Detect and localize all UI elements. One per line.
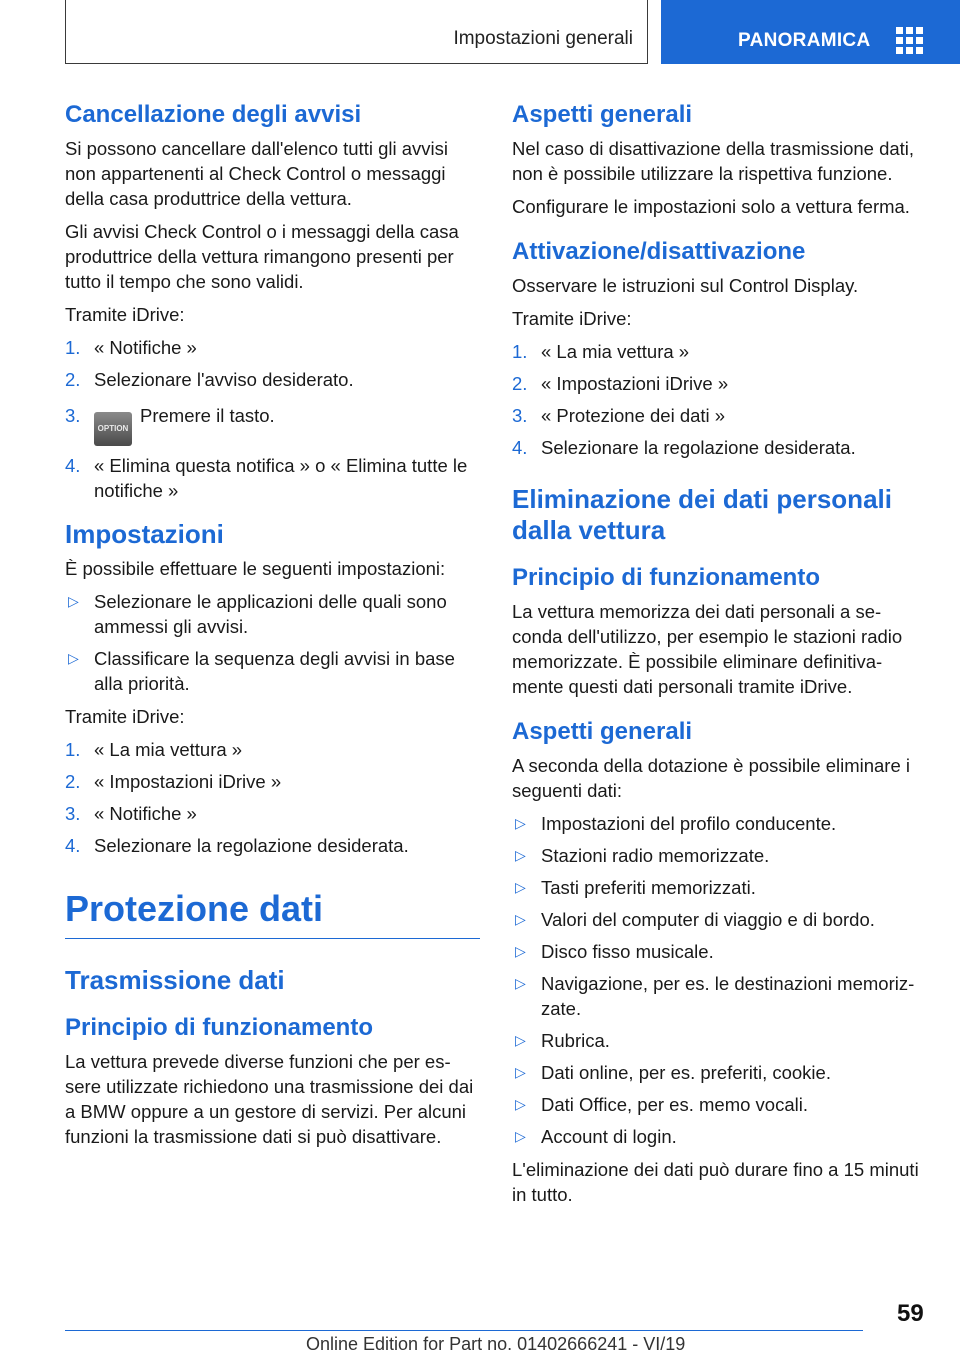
- heading-eliminazione: Eliminazione dei dati personali dalla vettura: [512, 484, 892, 545]
- paragraph: Si possono cancellare dall'elenco tutti gli avvisi non appartenenti al Check Control o messaggi della casa produttrice della vettura.: [65, 138, 448, 209]
- heading-attivazione: Attivazione/disattivazione: [512, 238, 806, 265]
- footer-divider: [65, 1330, 863, 1331]
- list-item: ▷ Account di login.: [515, 1126, 677, 1148]
- paragraph: La vettura prevede diverse funzioni che per essere utilizzate richiedono una trasmissione dei dai a BMW oppure a un gestore di servizi. Per alcuni funzioni la trasmissione dati si può disattivare.: [65, 1051, 474, 1148]
- list-item: ▷ Stazioni radio memorizzate.: [515, 845, 770, 867]
- heading-aspetti-generali: Aspetti generali: [512, 101, 693, 128]
- bullet-list-settings: [65, 589, 480, 696]
- list-item: 2. « Impostazioni iDrive »: [512, 373, 729, 394]
- list-item: 1. « La mia vettura »: [512, 341, 690, 362]
- grid-icon: [896, 27, 923, 54]
- triangle-bullet-icon: ▷: [515, 1096, 526, 1113]
- paragraph: Tramite iDrive:: [65, 705, 185, 727]
- triangle-bullet-icon: ▷: [515, 975, 526, 992]
- list-item: 4. « Elimina questa notifica » o « Elimina tutte le notifiche »: [65, 455, 468, 501]
- triangle-bullet-icon: ▷: [515, 911, 526, 928]
- paragraph: L'eliminazione dei dati può durare fino a 15 minuti in tutto.: [512, 1159, 919, 1206]
- list-item: ▷ Selezionare le applicazioni delle quali sono ammessi gli avvisi.: [68, 590, 447, 637]
- heading-principio: Principio di funzionamento: [65, 1014, 373, 1042]
- paragraph: È possibile effettuare le seguenti impostazioni:: [65, 557, 446, 579]
- steps-list-notifications: [65, 335, 480, 503]
- list-item: 4. Selezionare la regolazione desiderata.: [512, 437, 856, 458]
- list-item: ▷ Rubrica.: [515, 1030, 610, 1052]
- edition-note: Online Edition for Part no. 01402666241 - VI/19: [306, 1334, 686, 1354]
- list-item: 1. « Notifiche »: [65, 337, 197, 358]
- list-item: 3. OPTIONPremere il tasto.: [65, 399, 480, 446]
- list-item: 3. « Notifiche »: [65, 802, 197, 824]
- triangle-bullet-icon: ▷: [68, 592, 79, 609]
- steps-list-settings: [65, 737, 480, 858]
- heading-trasmissione-dati: Trasmissione dati: [65, 964, 285, 995]
- triangle-bullet-icon: ▷: [68, 649, 79, 666]
- overview-nav-label: PANORAMICA: [738, 30, 871, 51]
- overview-nav-button[interactable]: [661, 0, 960, 64]
- paragraph: Gli avvisi Check Control o i messaggi della casa produttrice della vettura rimangono presenti per tutto il tempo che sono validi.: [65, 221, 459, 292]
- heading-protezione-dati: Protezione dati: [65, 888, 480, 939]
- steps-list-privacy: [512, 339, 924, 460]
- paragraph: Tramite iDrive:: [65, 304, 185, 325]
- list-item: ▷ Navigazione, per es. le destinazioni memorizzate.: [515, 973, 915, 1020]
- bullet-list-data: [512, 811, 924, 1149]
- triangle-bullet-icon: ▷: [515, 1128, 526, 1145]
- heading-impostazioni: Impostazioni: [65, 519, 224, 549]
- list-item: ▷ Classificare la sequenza degli avvisi in base alla priorità.: [68, 647, 455, 694]
- paragraph: A seconda della dotazione è possibile eliminare i seguenti dati:: [512, 755, 911, 802]
- paragraph: Configurare le impostazioni solo a vettura ferma.: [512, 196, 910, 217]
- triangle-bullet-icon: ▷: [515, 879, 526, 896]
- triangle-bullet-icon: ▷: [515, 815, 526, 832]
- list-item: 4. Selezionare la regolazione desiderata.: [65, 834, 409, 856]
- list-item: ▷ Impostazioni del profilo conducente.: [515, 813, 837, 835]
- header-section-box: [65, 0, 648, 64]
- paragraph: Nel caso di disattivazione della trasmissione dati, non è possibile utilizzare la rispettiva funzione.: [512, 138, 915, 184]
- heading-aspetti-generali: Aspetti generali: [512, 718, 693, 746]
- list-item: 1. « La mia vettura »: [65, 738, 243, 760]
- triangle-bullet-icon: ▷: [515, 1064, 526, 1081]
- list-item: 2. « Impostazioni iDrive »: [65, 770, 282, 792]
- list-item: ▷ Disco fisso musicale.: [515, 941, 714, 963]
- heading-cancellazione: Cancellazione degli avvisi: [65, 101, 362, 128]
- triangle-bullet-icon: ▷: [515, 1032, 526, 1049]
- left-column: [65, 100, 480, 1157]
- triangle-bullet-icon: ▷: [515, 943, 526, 960]
- list-item: ▷ Dati online, per es. preferiti, cookie.: [515, 1062, 831, 1084]
- list-item: ▷ Dati Office, per es. memo vocali.: [515, 1094, 808, 1116]
- paragraph: Osservare le istruzioni sul Control Display.: [512, 275, 859, 296]
- paragraph: La vettura memorizza dei dati personali a seconda dell'utilizzo, per esempio le stazioni radio memorizzate. È possibile eliminare definitivamente questi dati personali tramite iDrive.: [512, 601, 903, 698]
- header-section-title: Impostazioni generali: [453, 28, 633, 49]
- page-number: 59: [897, 1300, 924, 1327]
- list-item: 2. Selezionare l'avviso desiderato.: [65, 369, 354, 390]
- triangle-bullet-icon: ▷: [515, 847, 526, 864]
- list-item: 3. « Protezione dei dati »: [512, 405, 726, 426]
- heading-principio: Principio di funzionamento: [512, 564, 820, 592]
- list-item: ▷ Valori del computer di viaggio e di bordo.: [515, 909, 875, 931]
- option-button-icon: OPTION: [94, 412, 132, 446]
- list-item: ▷ Tasti preferiti memorizzati.: [515, 877, 756, 899]
- right-column: [512, 100, 924, 1215]
- paragraph: Tramite iDrive:: [512, 308, 632, 329]
